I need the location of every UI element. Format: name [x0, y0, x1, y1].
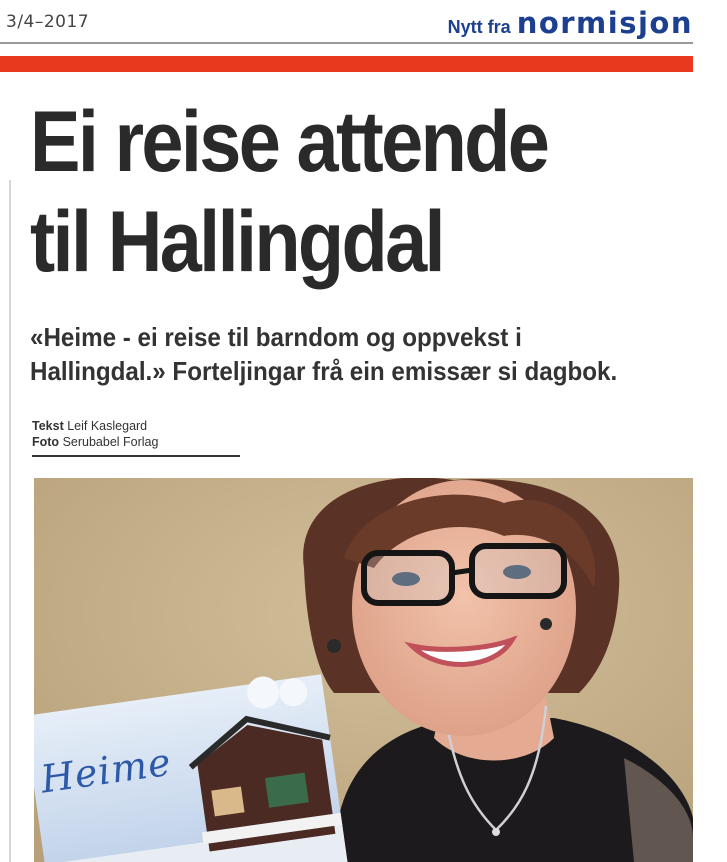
column-rule [9, 180, 11, 862]
headline-line-1: Ei reise attende [30, 94, 548, 190]
lede-line-2: Hallingdal.» Forteljingar frå ein emissær si dagbok. [30, 356, 618, 386]
lede-line-1: «Heime - ei reise til barndom og oppvekst i [30, 322, 522, 352]
book-cover-title: Heime [38, 739, 175, 802]
article-headline [30, 92, 628, 292]
masthead-prefix: Nytt fra [447, 17, 511, 37]
byline-photo-credit [32, 434, 158, 450]
article-lede [30, 320, 681, 388]
byline-photo-value: Serubabel Forlag [62, 435, 159, 449]
issue-date: 3/4–2017 [6, 12, 90, 32]
byline-text-label: Tekst [32, 419, 64, 433]
article-photo [34, 478, 693, 862]
byline-text-credit [32, 418, 158, 434]
header-divider [0, 42, 693, 44]
byline [32, 418, 158, 450]
headline-line-2: til Hallingdal [30, 194, 443, 290]
byline-photo-label: Foto [32, 435, 60, 449]
portrait-illustration [34, 478, 693, 862]
masthead [448, 6, 693, 40]
accent-red-bar [0, 56, 693, 72]
byline-text-value: Leif Kaslegard [67, 419, 148, 433]
byline-divider [32, 455, 240, 457]
masthead-brand-logo: normisjon [516, 6, 693, 40]
